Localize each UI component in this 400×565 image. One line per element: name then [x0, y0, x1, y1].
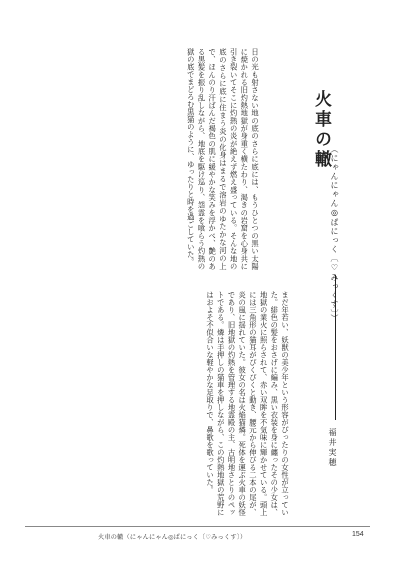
author-name: 福井実穂 [328, 428, 337, 468]
running-title: 火車の轍（にゃんにゃん◎ぱにっく〔♡みっくす〕） [98, 534, 247, 541]
page-footer [0, 526, 400, 556]
story-subtitle: （にゃんにゃん◎ぱにっく〔♡みっくす〕） [330, 145, 339, 323]
story-title: 火車の轍 [311, 90, 331, 170]
page-number: 154 [352, 531, 364, 538]
title-divider [335, 275, 336, 420]
footer-rule [25, 526, 370, 527]
body-text-lower: まだ年若い、妖獣の美少年という形容がぴったりの女性が立っていた。緋色の髪をおさげに編み、黒い衣装を身に纏ったその少女は、地獄の業火に照らされて、赤い双眸を不気味に輝かせている。頭上には三角形の猫耳がぴくぴくと動き、腰元から伸びる二本の尾が、炎の風に揺れていた。彼女の名は火焔猫燐。死体を運ぶ火車の妖怪であり、旧地獄の灼熱を管理する地霊殿の主、古明地さとりのペットである。燐は手押しの猫車を押しながら、この灼熱地獄の荒野にはおよそ不似合いな軽やかな足取りで、鼻歌を歌っていた。 [206, 291, 290, 516]
body-text-upper: 日の光も射さない地の底のさらに底には、もうひとつの黒い太陽に焼かれる旧灼熱地獄が身重く横たわり、渇きの岩窟を心身共に引き裂いてそこに灼熱の炎が絶えず燃え盛っている。そんな地の底のさらに底に住まう炎の化身はまるで溶岩のゆたかな河の上で、ほんのり汗ばんだ褐色の肌に緩やかな笑みを浮かべ、艶のある黒髪を振り乱しながら、地底を駆け巡り、怨霊を喰らう灼熱の獄の底でまどろむ黒猫のように、ゆったりと時を過ごしていた。 [186, 48, 260, 270]
